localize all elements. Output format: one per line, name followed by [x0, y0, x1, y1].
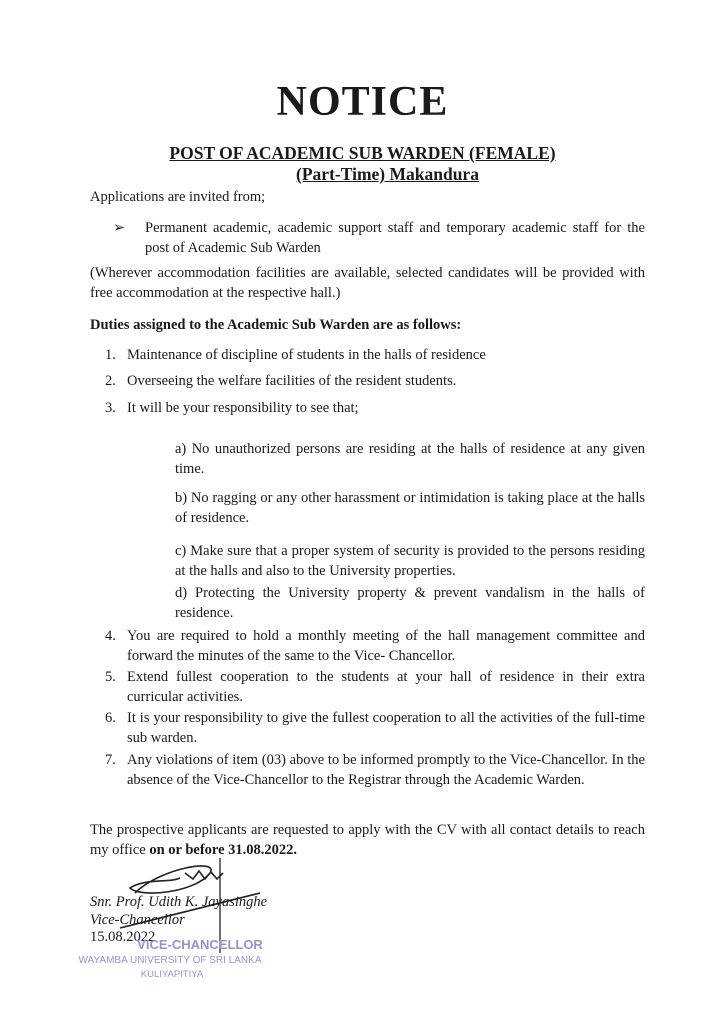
duty-item: 3. It will be your responsibility to see that; — [105, 400, 359, 416]
page-title: NOTICE — [276, 79, 449, 125]
stamp-university: WAYAMBA UNIVERSITY OF SRI LANKA — [78, 955, 262, 966]
duty-item: 5. Extend fullest cooperation to the students at your hall of residence in their extra curricular activities. — [105, 669, 645, 705]
intro-text: Applications are invited from; — [90, 189, 266, 205]
signatory-name: Snr. Prof. Udith K. Jayasinghe — [90, 894, 268, 910]
sub-item: a) No unauthorized persons are residing at the halls of residence at any given time. — [175, 441, 645, 477]
stamp-title: VICE-CHANCELLOR — [137, 937, 263, 952]
sub-item: d) Protecting the University property & prevent vandalism in the halls of residence. — [175, 585, 646, 621]
duties-heading: Duties assigned to the Academic Sub Warden are as follows: — [90, 317, 462, 333]
eligibility-bullet: Permanent academic, academic support staff and temporary academic staff for the post of Academic Sub Warden — [145, 220, 645, 256]
accommodation-note: (Wherever accommodation facilities are available, selected candidates will be provided with free accommodation at the respective hall.) — [90, 265, 645, 301]
stamp-location: KULIYAPITIYA — [140, 969, 204, 980]
duty-item: 1. Maintenance of discipline of students in the halls of residence — [105, 347, 486, 363]
duty-item: 7. Any violations of item (03) above to be informed promptly to the Vice-Chancellor. In the absence of the Vice-Chancellor to the Registrar through the Academic Warden. — [105, 752, 645, 788]
deadline: on or before 31.08.2022. — [149, 842, 298, 858]
closing-paragraph: The prospective applicants are requested to apply with the CV with all contact details to reach my office on or before 31.08.2022. — [90, 822, 645, 858]
post-title: POST OF ACADEMIC SUB WARDEN (FEMALE) — [169, 143, 556, 163]
sub-item: b) No ragging or any other harassment or intimidation is taking place at the halls of residence. — [175, 490, 645, 526]
duty-item: 4. You are required to hold a monthly meeting of the hall management committee and forward the minutes of the same to the Vice- Chancellor. — [105, 628, 645, 664]
duty-item: 2. Overseeing the welfare facilities of the resident students. — [105, 373, 457, 389]
signature-date: 15.08.2022 — [90, 929, 156, 945]
arrow-bullet-icon: ➢ — [113, 220, 126, 236]
duty-item: 6. It is your responsibility to give the fullest cooperation to all the activities of the full-time sub warden. — [105, 710, 645, 746]
sub-item: c) Make sure that a proper system of security is provided to the persons residing at the halls and also to the University properties. — [175, 543, 645, 579]
post-subtitle: (Part-Time) Makandura — [296, 164, 479, 184]
signatory-position: Vice-Chancellor — [90, 912, 185, 928]
